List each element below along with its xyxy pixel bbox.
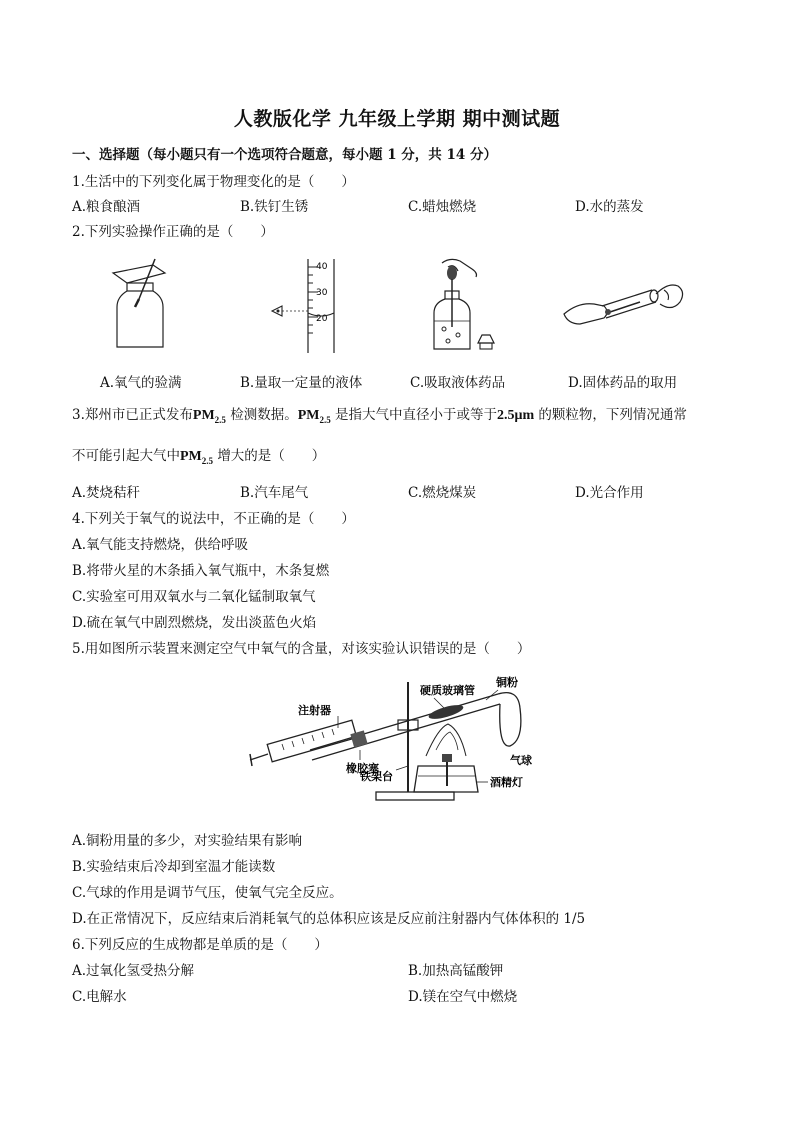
q5-option-d: D.在正常情况下，反应结束后消耗氧气的总体积应该是反应前注射器内气体体积的 1/5: [72, 911, 586, 927]
solid-reagent-figure: [560, 272, 690, 342]
dropper-figure: [420, 255, 510, 355]
q1-stem: 1.生活中的下列变化属于物理变化的是（ ）: [72, 174, 355, 190]
q2-option-c: C.吸取液体药品: [410, 375, 506, 391]
oxygen-test-figure: [105, 255, 180, 355]
q1-option-b: B.铁钉生锈: [240, 199, 309, 215]
balloon-label: 气球: [510, 754, 532, 767]
q3-option-c: C.燃烧煤炭: [408, 485, 477, 501]
q5-option-c: C.气球的作用是调节气压，使氧气完全反应。: [72, 885, 343, 901]
q2-option-a: A.氧气的验满: [100, 375, 182, 391]
page-title: 人教版化学 九年级上学期 期中测试题: [233, 108, 561, 130]
q1-option-d: D.水的蒸发: [575, 199, 644, 215]
q6-option-b: B.加热高锰酸钾: [408, 963, 504, 979]
q1-option-c: C.蜡烛燃烧: [408, 199, 477, 215]
q3-line2: 不可能引起大气中$PM_{2.5}$ 增大的是（ ）: [72, 448, 326, 466]
q3-option-b: B.汽车尾气: [240, 485, 309, 501]
section-heading: 一、选择题（每小题只有一个选项符合题意，每小题 1 分，共 14 分）: [72, 147, 497, 163]
q4-option-a: A.氧气能支持燃烧，供给呼吸: [72, 537, 249, 553]
q6-option-c: C.电解水: [72, 989, 127, 1005]
tick-label-30: 30: [316, 288, 328, 298]
tube-label: 硬质玻璃管: [420, 684, 475, 697]
q6-option-d: D.镁在空气中燃烧: [408, 989, 518, 1005]
q5-option-a: A.铜粉用量的多少，对实验结果有影响: [72, 833, 303, 849]
q2-option-d: D.固体药品的取用: [568, 375, 678, 391]
q6-stem: 6.下列反应的生成物都是单质的是（ ）: [72, 937, 328, 953]
q3-option-d: D.光合作用: [575, 485, 644, 501]
tick-label-20: 20: [316, 314, 328, 324]
syringe-label: 注射器: [298, 704, 331, 717]
lamp-label: 酒精灯: [490, 776, 523, 789]
q4-stem: 4.下列关于氧气的说法中，不正确的是（ ）: [72, 511, 355, 527]
copper-label: 铜粉: [496, 676, 518, 689]
graduated-cylinder-figure: [268, 255, 348, 355]
stopper-label: 橡胶塞: [346, 762, 379, 775]
stand-label: 铁架台: [360, 770, 393, 783]
q2-stem: 2.下列实验操作正确的是（ ）: [72, 224, 274, 240]
tick-label-40: 40: [316, 262, 328, 272]
q5-stem: 5.用如图所示装置来测定空气中氧气的含量，对该实验认识错误的是（ ）: [72, 641, 531, 657]
q4-option-b: B.将带火星的木条插入氧气瓶中，木条复燃: [72, 563, 330, 579]
q2-option-b: B.量取一定量的液体: [240, 375, 363, 391]
particle-size: 2.5μm: [497, 408, 535, 423]
q3-option-a: A.焚烧秸秆: [72, 485, 141, 501]
q6-option-a: A.过氧化氢受热分解: [72, 963, 195, 979]
q1-option-a: A.粮食酿酒: [72, 199, 141, 215]
pm25-term: $PM_{2.5}$: [192, 408, 226, 425]
q4-option-c: C.实验室可用双氧水与二氧化锰制取氧气: [72, 589, 316, 605]
q4-option-d: D.硫在氧气中剧烈燃烧，发出淡蓝色火焰: [72, 615, 317, 631]
oxygen-measurement-apparatus: [248, 668, 548, 813]
q3-line1: 3.郑州市已正式发布$PM_{2.5}$ 检测数据。$PM_{2.5}$ 是指大气中直径小于或等于2.5μm 的颗粒物，下列情况通常: [72, 407, 687, 425]
q5-option-b: B.实验结束后冷却到室温才能读数: [72, 859, 276, 875]
